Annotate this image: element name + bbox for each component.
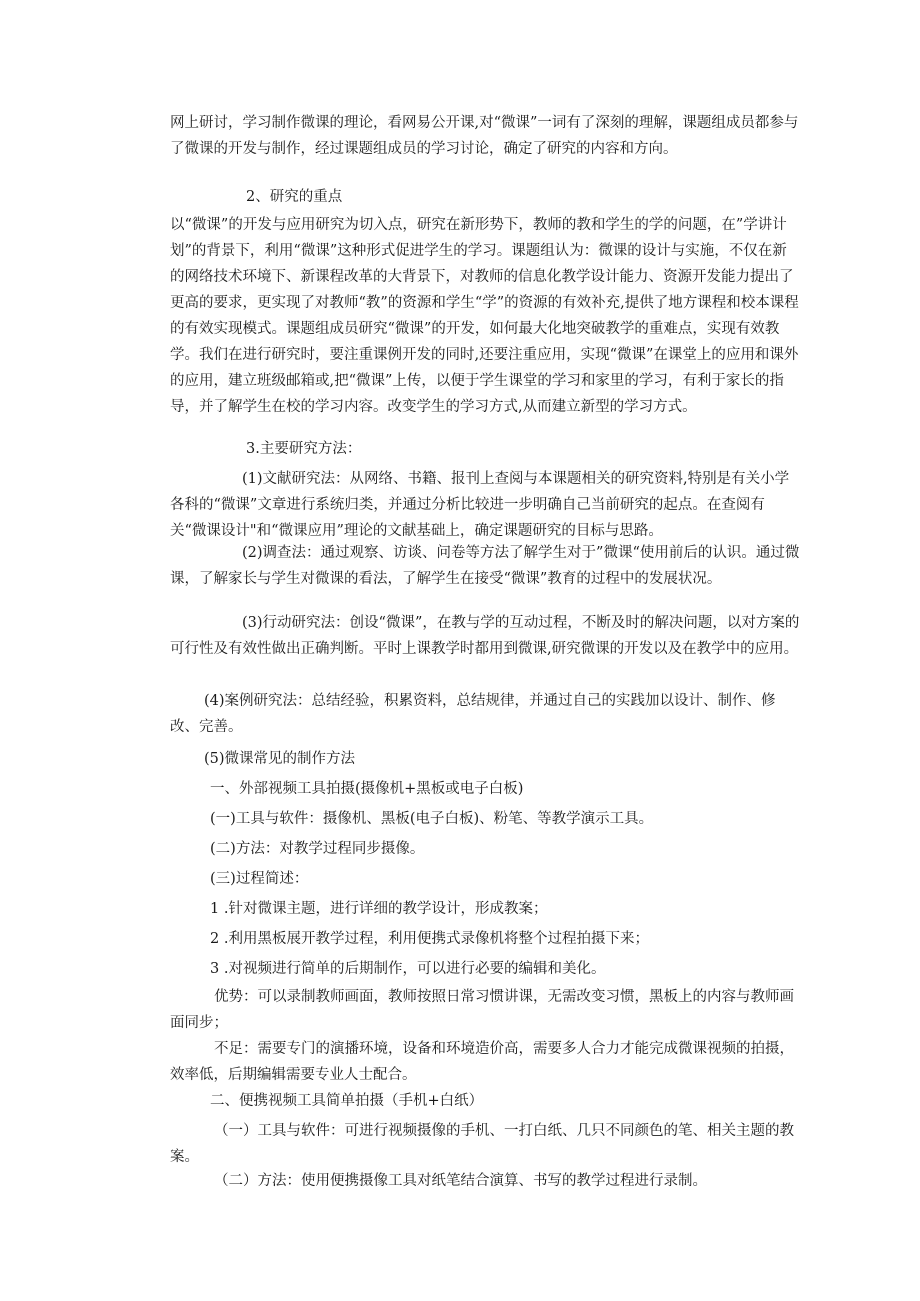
heading-portable-video: 二、便携视频工具简单拍摄（手机+白纸） (210, 1093, 484, 1109)
paragraph-intro: 网上研讨，学习制作微课的理论，看网易公开课,对“微课”一词有了深刻的理解，课题组成员都参与了微课的开发与制作，经过课题组成员的学习讨论，确定了研究的内容和方向。 (170, 115, 799, 157)
paragraph-advantages: 优势：可以录制教师画面，教师按照日常习惯讲课，无需改变习惯，黑板上的内容与教师画面同步； (170, 989, 794, 1031)
heading-research-methods: 3.主要研究方法： (246, 441, 362, 457)
step-1: 1 .针对微课主题，进行详细的教学设计，形成教案； (210, 901, 548, 917)
item-process-summary: (三)过程简述： (210, 871, 309, 887)
method-literature: (1)文献研究法：从网络、书籍、报刊上查阅与本课题相关的研究资料,特别是有关小学各科的“微课”文章进行系统归类，并通过分析比较进一步明确自己当前研究的起点。在查阅有关“微课设计"和“微课应用”理论的文献基础上，确定课题研究的目标与思路。 (170, 471, 790, 539)
method-case-study: (4)案例研究法：总结经验，积累资料，总结规律，并通过自己的实践加以设计、制作、修改、完善。 (170, 693, 776, 735)
item-tools-software-1: (一)工具与软件：摄像机、黑板(电子白板)、粉笔、等教学演示工具。 (210, 811, 654, 827)
method-action-research: (3)行动研究法：创设“微课”，在教与学的互动过程，不断及时的解决问题，以对方案的可行性及有效性做出正确判断。平时上课教学时都用到微课,研究微课的开发以及在教学中的应用。 (170, 615, 800, 657)
paragraph-disadvantages: 不足：需要专门的演播环境，设备和环境造价高，需要多人合力才能完成微课视频的拍摄，效率低，后期编辑需要专业人士配合。 (170, 1041, 794, 1083)
heading-research-focus: 2、研究的重点 (246, 189, 343, 205)
item-method-2: （二）方法：使用便携摄像工具对纸笔结合演算、书写的教学过程进行录制。 (214, 1173, 707, 1189)
item-tools-software-2: （一）工具与软件：可进行视频摄像的手机、一打白纸、几只不同颜色的笔、相关主题的教案。 (170, 1123, 794, 1165)
method-survey: (2)调查法：通过观察、访谈、问卷等方法了解学生对于”微课“使用前后的认识。通过微课，了解家长与学生对微课的看法，了解学生在接受“微课”教育的过程中的发展状况。 (170, 545, 800, 587)
paragraph-research-focus: 以“微课”的开发与应用研究为切入点，研究在新形势下，教师的教和学生的学的问题，在”学讲计划”的背景下，利用“微课”这种形式促进学生的学习。课题组认为：微课的设计与实施，不仅在新的网络技术环境下、新课程改革的大背景下，对教师的信息化教学设计能力、资源开发能力提出了更高的要求，更实现了对教师“教”的资源和学生“学”的资源的有效补充,提供了地方课程和校本课程的有效实现模式。课题组成员研究“微课”的开发，如何最大化地突破教学的重难点，实现有效教学。我们在进行研究时，要注重课例开发的同时,还要注重应用，实现“微课”在课堂上的应用和课外的应用，建立班级邮箱或,把“微课”上传，以便于学生课堂的学习和家里的学习，有利于家长的指导，并了解学生在校的学习内容。改变学生的学习方式,从而建立新型的学习方式。 (170, 217, 799, 415)
heading-external-video: 一、外部视频工具拍摄(摄像机+黑板或电子白板) (210, 781, 524, 797)
item-method-1: (二)方法：对教学过程同步摄像。 (210, 841, 425, 857)
heading-production-methods: (5)微课常见的制作方法 (204, 751, 356, 767)
step-3: 3 .对视频进行简单的后期制作，可以进行必要的编辑和美化。 (210, 961, 606, 977)
step-2: 2 .利用黑板展开教学过程，利用便携式录像机将整个过程拍摄下来； (210, 931, 649, 947)
